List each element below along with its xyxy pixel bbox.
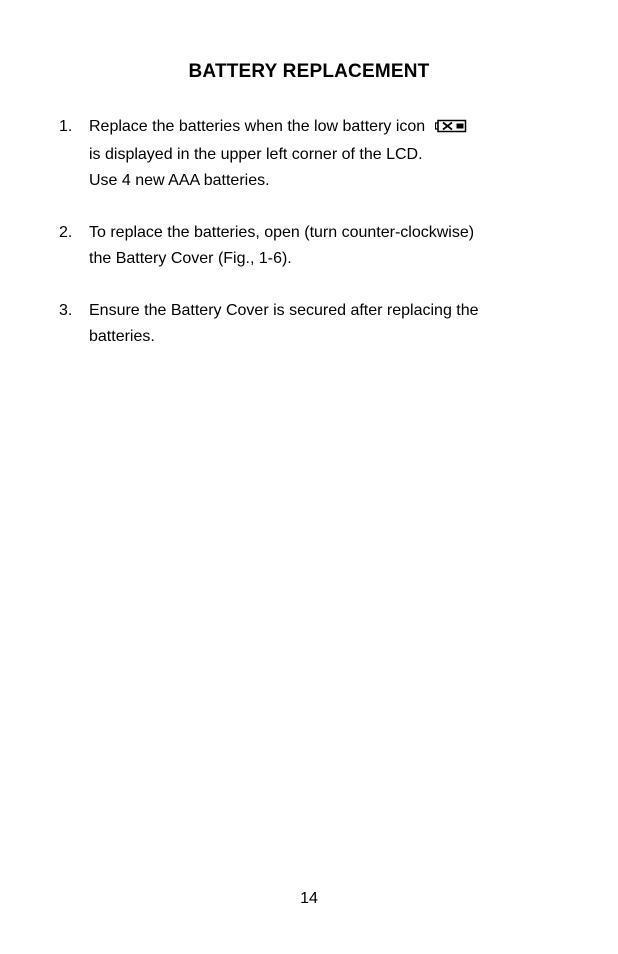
instruction-list bbox=[59, 114, 559, 376]
item-number: 1. bbox=[59, 118, 73, 135]
list-item bbox=[59, 298, 559, 350]
item-text-line: Ensure the Battery Cover is secured after replacing the bbox=[89, 302, 479, 319]
list-item bbox=[59, 114, 559, 194]
list-item bbox=[59, 220, 559, 272]
page-number: 14 bbox=[300, 890, 318, 907]
item-text-line: To replace the batteries, open (turn counter-clockwise) bbox=[89, 224, 475, 241]
item-text-line: the Battery Cover (Fig., 1-6). bbox=[89, 250, 292, 267]
page-title: BATTERY REPLACEMENT bbox=[188, 61, 430, 82]
item-number: 3. bbox=[59, 302, 73, 319]
item-text-line: is displayed in the upper left corner of the LCD. bbox=[89, 146, 423, 163]
low-battery-icon bbox=[435, 116, 467, 142]
item-text-line: Use 4 new AAA batteries. bbox=[89, 172, 270, 189]
item-text-line: batteries. bbox=[89, 328, 155, 345]
item-number: 2. bbox=[59, 224, 73, 241]
item-text-line: Replace the batteries when the low battery icon bbox=[89, 118, 426, 135]
